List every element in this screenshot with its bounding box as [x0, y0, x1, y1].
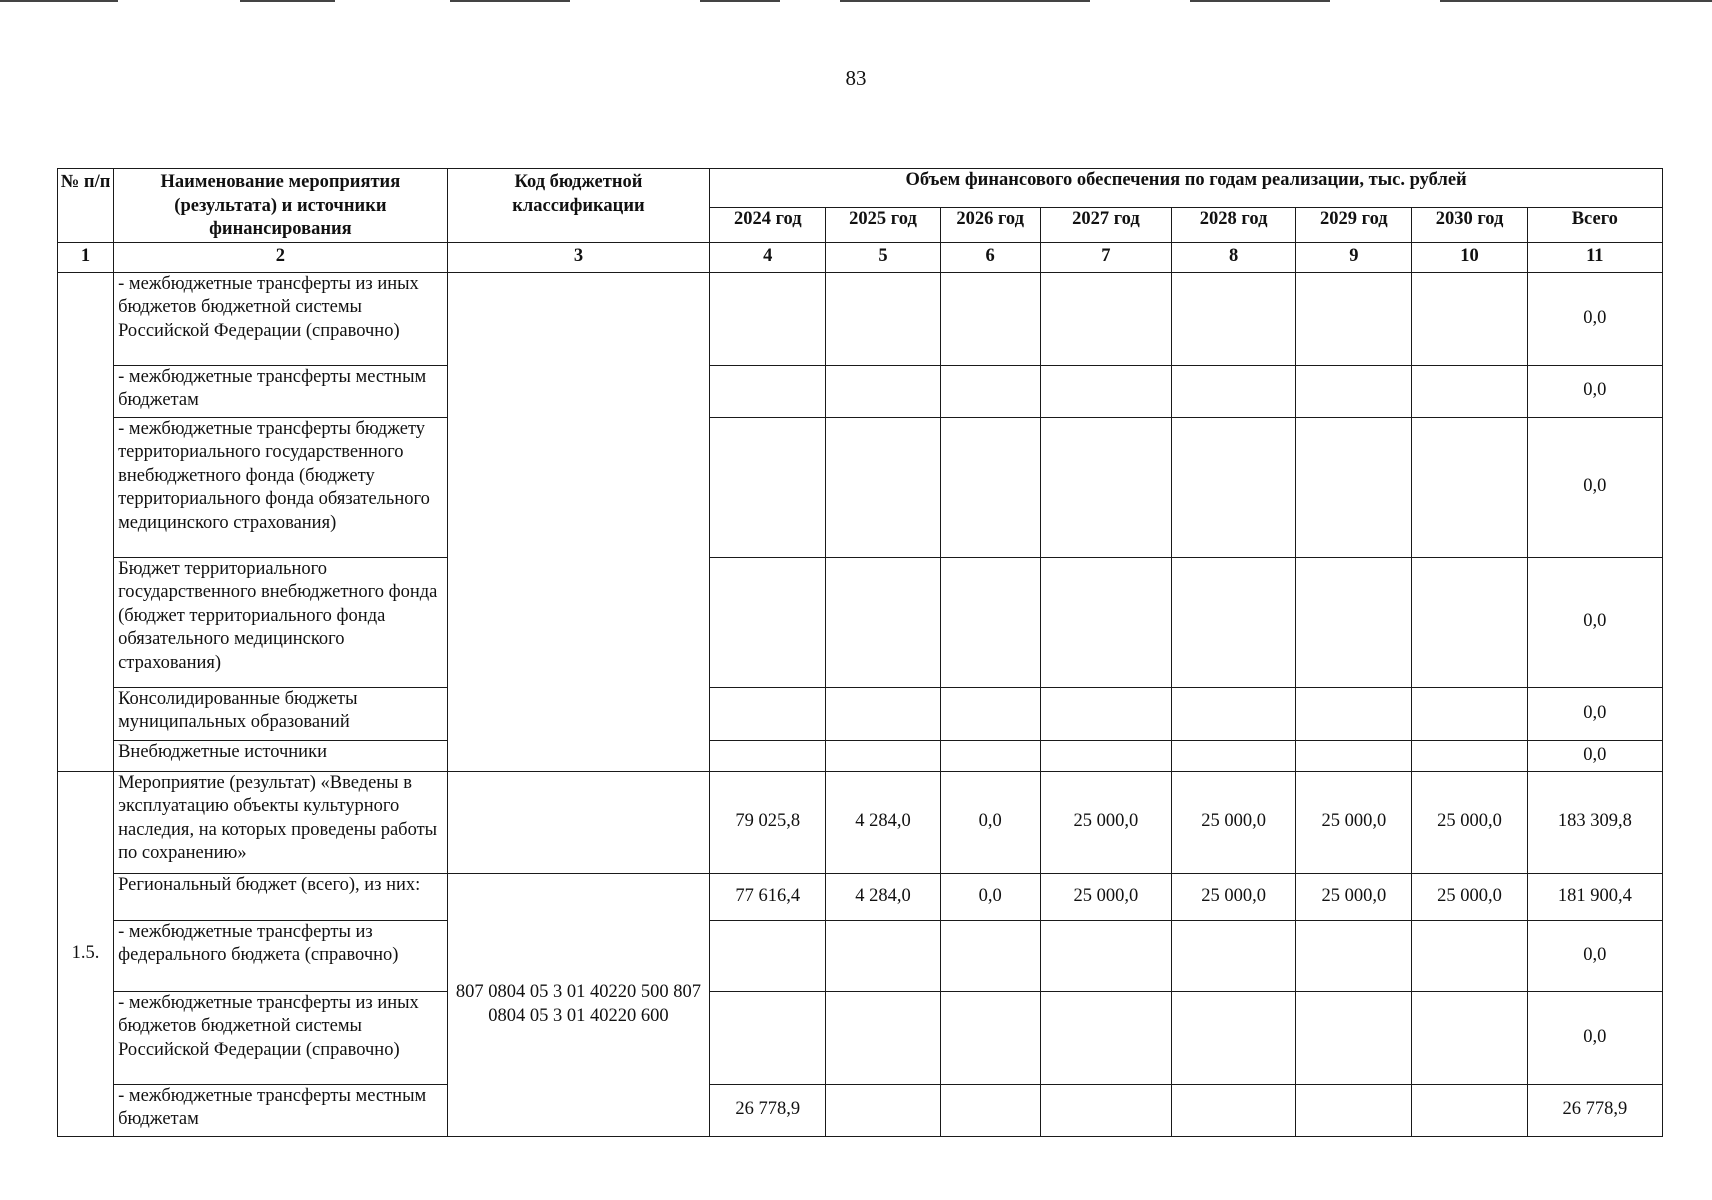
value-total: 0,0 [1527, 687, 1662, 740]
value-total: 0,0 [1527, 991, 1662, 1084]
value-total: 0,0 [1527, 920, 1662, 991]
value-2028: 25 000,0 [1172, 873, 1296, 920]
financing-table [57, 168, 1663, 1137]
table-row [58, 1084, 1663, 1136]
value-2030: 25 000,0 [1412, 771, 1527, 873]
value-2029 [1296, 272, 1412, 365]
column-number: 2 [114, 242, 448, 272]
value-2024: 79 025,8 [710, 771, 826, 873]
header-volume: Объем финансового обеспечения по годам реализации, тыс. рублей [710, 169, 1663, 208]
table-row [58, 873, 1663, 920]
value-2024 [710, 272, 826, 365]
value-2025: 4 284,0 [826, 873, 940, 920]
table-row [58, 557, 1663, 687]
row-name: - межбюджетные трансферты из федерального бюджета (справочно) [114, 920, 448, 991]
value-total: 26 778,9 [1527, 1084, 1662, 1136]
value-2025 [826, 417, 940, 557]
value-2027 [1040, 1084, 1171, 1136]
page-number: 83 [845, 66, 867, 90]
value-2030 [1412, 991, 1527, 1084]
value-2025 [826, 365, 940, 417]
value-2028 [1172, 991, 1296, 1084]
row-name: - межбюджетные трансферты местным бюджетам [114, 1084, 448, 1136]
row-name: - межбюджетные трансферты местным бюджетам [114, 365, 448, 417]
value-2030 [1412, 557, 1527, 687]
value-2026 [940, 687, 1040, 740]
value-2026: 0,0 [940, 873, 1040, 920]
header-year-2029: 2029 год [1296, 207, 1412, 242]
header-year-2030: 2030 год [1412, 207, 1527, 242]
value-2027 [1040, 920, 1171, 991]
row-name: - межбюджетные трансферты бюджету территориального государственного внебюджетного фонда (бюджету территориального фонда обязательного медицинского страхования) [114, 417, 448, 557]
value-2028 [1172, 272, 1296, 365]
budget-code: 807 0804 05 3 01 40220 500 807 0804 05 3 01 40220 600 [447, 873, 709, 1136]
value-total: 0,0 [1527, 272, 1662, 365]
row-name: Мероприятие (результат) «Введены в эксплуатацию объекты культурного наследия, на которых проведены работы по сохранению» [114, 771, 448, 873]
value-2028 [1172, 687, 1296, 740]
value-2029 [1296, 557, 1412, 687]
value-2029 [1296, 740, 1412, 771]
value-total: 0,0 [1527, 740, 1662, 771]
column-number: 7 [1040, 242, 1171, 272]
value-2028 [1172, 365, 1296, 417]
column-number: 8 [1172, 242, 1296, 272]
value-2028 [1172, 557, 1296, 687]
value-2024 [710, 417, 826, 557]
value-total: 0,0 [1527, 417, 1662, 557]
value-2029 [1296, 365, 1412, 417]
value-2029: 25 000,0 [1296, 873, 1412, 920]
value-2025: 4 284,0 [826, 771, 940, 873]
row-name: - межбюджетные трансферты из иных бюджетов бюджетной системы Российской Федерации (справочно) [114, 272, 448, 365]
value-total: 0,0 [1527, 365, 1662, 417]
table-row [58, 272, 1663, 365]
row-name: Внебюджетные источники [114, 740, 448, 771]
header-code: Код бюджетной классификации [447, 169, 709, 243]
column-number: 3 [447, 242, 709, 272]
table-row [58, 687, 1663, 740]
value-2027 [1040, 991, 1171, 1084]
header-year-2024: 2024 год [710, 207, 826, 242]
row-number: 1.5. [58, 771, 114, 1136]
value-2027 [1040, 272, 1171, 365]
value-2025 [826, 557, 940, 687]
value-2024 [710, 920, 826, 991]
table-row [58, 771, 1663, 873]
value-2024: 26 778,9 [710, 1084, 826, 1136]
value-total: 181 900,4 [1527, 873, 1662, 920]
table-row [58, 740, 1663, 771]
value-2027 [1040, 557, 1171, 687]
value-2025 [826, 1084, 940, 1136]
column-number: 6 [940, 242, 1040, 272]
budget-code-cell [447, 771, 709, 873]
value-2027 [1040, 417, 1171, 557]
header-num: № п/п [58, 169, 114, 243]
value-2027 [1040, 740, 1171, 771]
header-year-2027: 2027 год [1040, 207, 1171, 242]
header-row [58, 169, 1663, 208]
row-number-cell [58, 272, 114, 771]
top-border-line [700, 0, 780, 2]
value-2026 [940, 557, 1040, 687]
value-2030 [1412, 417, 1527, 557]
row-name: Консолидированные бюджеты муниципальных образований [114, 687, 448, 740]
column-number: 11 [1527, 242, 1662, 272]
row-name: - межбюджетные трансферты из иных бюджетов бюджетной системы Российской Федерации (справочно) [114, 991, 448, 1084]
value-2030 [1412, 365, 1527, 417]
header-year-2028: 2028 год [1172, 207, 1296, 242]
column-number: 5 [826, 242, 940, 272]
table-row [58, 417, 1663, 557]
value-2024 [710, 991, 826, 1084]
value-2025 [826, 920, 940, 991]
table-row [58, 365, 1663, 417]
value-2024 [710, 740, 826, 771]
top-border-line [0, 0, 118, 2]
value-2024 [710, 557, 826, 687]
value-2027 [1040, 687, 1171, 740]
top-border-line [840, 0, 1090, 2]
value-2029 [1296, 1084, 1412, 1136]
header-year-2026: 2026 год [940, 207, 1040, 242]
row-name: Бюджет территориального государственного внебюджетного фонда (бюджет территориального фонда обязательного медицинского страхования) [114, 557, 448, 687]
value-2030 [1412, 920, 1527, 991]
value-2026 [940, 920, 1040, 991]
header-total: Всего [1527, 207, 1662, 242]
value-2024: 77 616,4 [710, 873, 826, 920]
header-name: Наименование мероприятия (результата) и источники финансирования [114, 169, 448, 243]
value-2026 [940, 417, 1040, 557]
value-2027: 25 000,0 [1040, 771, 1171, 873]
budget-code-cell [447, 272, 709, 771]
value-2027 [1040, 365, 1171, 417]
value-total: 0,0 [1527, 557, 1662, 687]
value-2028 [1172, 740, 1296, 771]
value-2030 [1412, 687, 1527, 740]
value-2025 [826, 991, 940, 1084]
value-2026 [940, 740, 1040, 771]
column-number: 4 [710, 242, 826, 272]
value-2026 [940, 365, 1040, 417]
value-2029 [1296, 417, 1412, 557]
value-2030 [1412, 272, 1527, 365]
value-2030: 25 000,0 [1412, 873, 1527, 920]
value-2028: 25 000,0 [1172, 771, 1296, 873]
column-number: 10 [1412, 242, 1527, 272]
value-2024 [710, 687, 826, 740]
value-2025 [826, 687, 940, 740]
value-2028 [1172, 920, 1296, 991]
value-2026 [940, 272, 1040, 365]
value-2028 [1172, 417, 1296, 557]
top-border-line [1440, 0, 1712, 2]
value-2025 [826, 740, 940, 771]
value-2025 [826, 272, 940, 365]
value-2029 [1296, 991, 1412, 1084]
value-2026 [940, 1084, 1040, 1136]
table-row [58, 991, 1663, 1084]
column-number: 9 [1296, 242, 1412, 272]
value-2029: 25 000,0 [1296, 771, 1412, 873]
table-row [58, 920, 1663, 991]
row-name: Региональный бюджет (всего), из них: [114, 873, 448, 920]
top-border-line [450, 0, 570, 2]
top-border-line [240, 0, 335, 2]
column-numbers-row [58, 242, 1663, 272]
top-border-line [1190, 0, 1330, 2]
value-2030 [1412, 1084, 1527, 1136]
value-total: 183 309,8 [1527, 771, 1662, 873]
value-2030 [1412, 740, 1527, 771]
value-2026: 0,0 [940, 771, 1040, 873]
value-2026 [940, 991, 1040, 1084]
header-year-2025: 2025 год [826, 207, 940, 242]
value-2028 [1172, 1084, 1296, 1136]
column-number: 1 [58, 242, 114, 272]
value-2024 [710, 365, 826, 417]
value-2029 [1296, 687, 1412, 740]
value-2027: 25 000,0 [1040, 873, 1171, 920]
value-2029 [1296, 920, 1412, 991]
